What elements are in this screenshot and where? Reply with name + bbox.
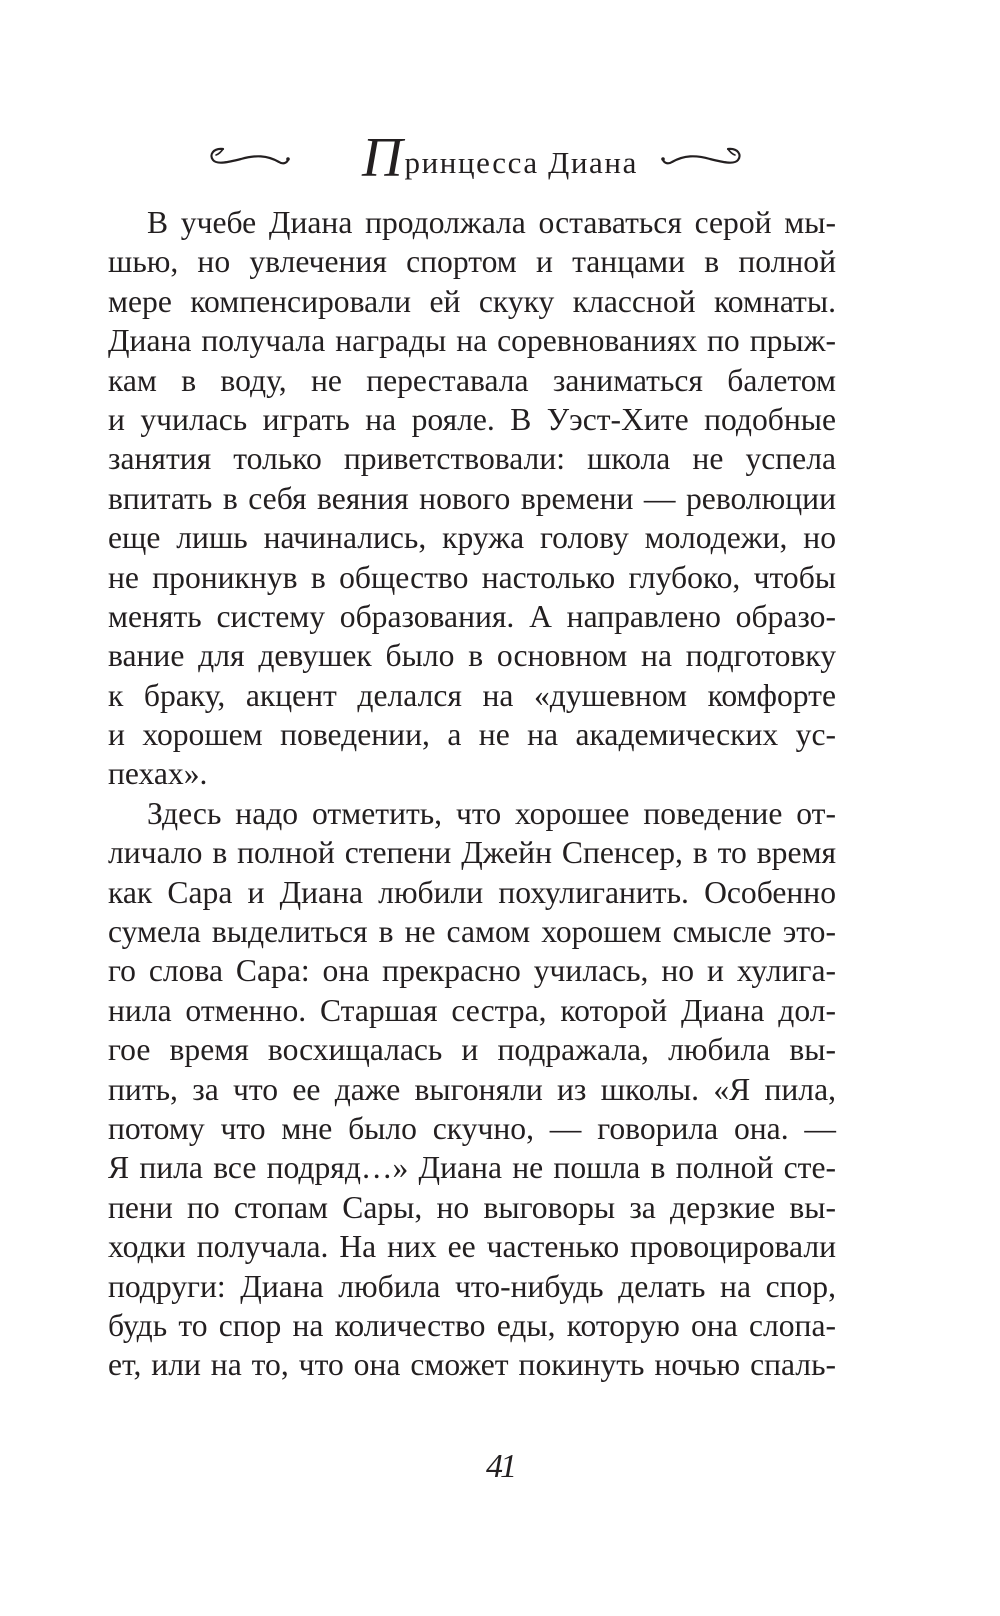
- text-line: ходки получала. На них ее частенько провоцировали: [108, 1229, 836, 1265]
- text-line: ет, или на то, что она сможет покинуть ночью спаль-: [108, 1347, 836, 1383]
- text-line: мере компенсировали ей скуку классной комнаты.: [108, 283, 836, 319]
- body-text: [108, 203, 836, 1385]
- text-line: го слова Сара: она прекрасно училась, но и хулига-: [108, 953, 836, 989]
- text-line: менять систему образования. А направлено образо-: [108, 598, 836, 634]
- text-line: и училась играть на рояле. В Уэст-Хите подобные: [108, 401, 836, 437]
- text-line: пить, за что ее даже выгоняли из школы. «Я пила,: [108, 1071, 836, 1107]
- running-title-text: ринцесса Диана: [404, 145, 638, 180]
- running-title: [0, 118, 1000, 203]
- text-line: шью, но увлечения спортом и танцами в полной: [108, 244, 836, 280]
- text-line: впитать в себя веяния нового времени — революции: [108, 480, 836, 516]
- running-title-initial: П: [362, 127, 403, 189]
- text-line: будь то спор на количество еды, которую она слопа-: [108, 1307, 836, 1343]
- text-line: Диана получала награды на соревнованиях по прыж-: [108, 323, 836, 359]
- text-line: вание для девушек было в основном на подготовку: [108, 638, 836, 674]
- text-line: личало в полной степени Джейн Спенсер, в то время: [108, 835, 836, 871]
- text-line: не проникнув в общество настолько глубоко, чтобы: [108, 559, 836, 595]
- text-line: как Сара и Диана любили похулиганить. Особенно: [108, 874, 836, 910]
- paragraph: [108, 794, 836, 1385]
- text-line: подруги: Диана любила что-нибудь делать на спор,: [108, 1268, 836, 1304]
- text-line: пехах».: [108, 756, 208, 792]
- text-line: еще лишь начинались, кружа голову молодежи, но: [108, 520, 836, 556]
- right-flourish-ornament: [660, 140, 744, 170]
- running-header: [0, 118, 1000, 198]
- text-line: занятия только приветствовали: школа не успела: [108, 441, 836, 477]
- text-line: пени по стопам Сары, но выговоры за дерзкие вы-: [108, 1189, 836, 1225]
- text-line: нила отменно. Старшая сестра, которой Диана дол-: [108, 992, 836, 1028]
- text-line: Здесь надо отметить, что хорошее поведение от-: [147, 795, 836, 831]
- text-line: сумела выделиться в не самом хорошем смысле это-: [108, 914, 836, 950]
- page-number: 41: [486, 1448, 514, 1485]
- paragraph: [108, 203, 836, 794]
- text-line: В учебе Диана продолжала оставаться серой мы-: [147, 205, 836, 240]
- text-line: гое время восхищалась и подражала, любила вы-: [108, 1032, 836, 1068]
- text-line: потому что мне было скучно, — говорила она. —: [108, 1110, 836, 1146]
- text-line: к браку, акцент делался на «душевном комфорте: [108, 677, 836, 713]
- text-line: кам в воду, не переставала заниматься балетом: [108, 362, 836, 398]
- text-line: Я пила все подряд…» Диана не пошла в полной сте-: [108, 1150, 836, 1186]
- text-line: и хорошем поведении, а не на академических ус-: [108, 717, 836, 753]
